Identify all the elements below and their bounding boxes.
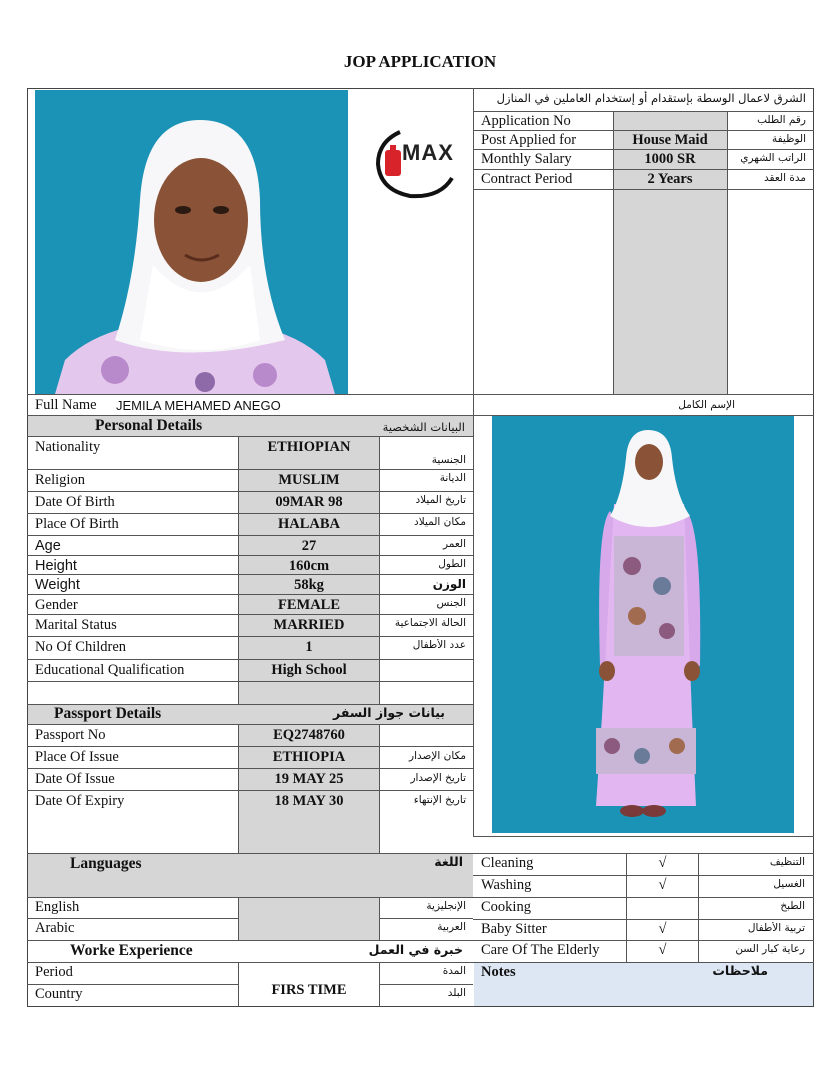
skill-check-mark: √ [658, 855, 667, 871]
language-english-label: English [35, 899, 80, 915]
application-no-ar: رقم الطلب [757, 114, 806, 126]
passport-row-label: Date Of Issue [35, 771, 115, 787]
experience-value: FIRS TIME [271, 982, 347, 998]
notes-ar: ملاحظات [712, 963, 768, 978]
personal-row-ar: تاريخ الميلاد [415, 494, 466, 506]
document-title: JOP APPLICATION [343, 52, 497, 71]
contract-ar: مدة العقد [764, 172, 806, 184]
personal-row-value: High School [271, 662, 347, 678]
personal-row-ar: الديانة [439, 472, 466, 484]
notes-label: Notes [481, 964, 516, 980]
personal-row-label: Weight [35, 577, 80, 593]
passport-row-value: 18 MAY 30 [274, 793, 344, 809]
full-name-value: JEMILA MEHAMED ANEGO [116, 398, 281, 413]
post-value: House Maid [632, 132, 708, 148]
personal-row-ar: مكان الميلاد [414, 516, 466, 528]
salary-label: Monthly Salary [481, 151, 572, 167]
skill-ar: تربية الأطفال [747, 922, 805, 934]
experience-period-label: Period [35, 964, 73, 980]
passport-row-label: Passport No [35, 727, 106, 743]
personal-row-label: Marital Status [35, 617, 117, 633]
personal-row-label: Age [35, 538, 61, 554]
salary-value: 1000 SR [644, 151, 696, 167]
salary-ar: الراتب الشهري [740, 152, 806, 164]
personal-row-label: Gender [35, 597, 78, 613]
personal-row-value: MARRIED [273, 617, 345, 633]
skill-label: Cooking [481, 899, 531, 915]
passport-row-value: 19 MAY 25 [274, 771, 344, 787]
experience-header-ar: خبرة في العمل [368, 942, 463, 957]
post-ar: الوظيفة [771, 133, 806, 145]
personal-header: Personal Details [95, 417, 203, 434]
languages-header-ar: اللغة [434, 854, 463, 869]
skill-label: Washing [481, 877, 532, 893]
personal-row-label: Educational Qualification [35, 662, 185, 678]
personal-row-ar: العمر [442, 538, 466, 550]
language-english-ar: الإنجليزية [426, 900, 466, 912]
personal-row-value: FEMALE [277, 597, 341, 613]
personal-row-ar: الحالة الاجتماعية [394, 617, 466, 629]
post-label: Post Applied for [481, 132, 577, 148]
personal-row-label: Nationality [35, 439, 101, 455]
passport-header-ar: بيانات جواز السفر [333, 705, 445, 720]
contract-value: 2 Years [647, 171, 693, 187]
contract-label: Contract Period [481, 171, 573, 187]
passport-row-label: Date Of Expiry [35, 793, 125, 809]
passport-row-ar: مكان الإصدار [409, 750, 466, 762]
passport-row-label: Place Of Issue [35, 749, 119, 765]
passport-photo [35, 90, 348, 394]
passport-header: Passport Details [54, 705, 162, 722]
personal-row-label: No Of Children [35, 639, 127, 655]
full-name-ar: الإسم الكامل [678, 399, 735, 411]
personal-row-label: Place Of Birth [35, 516, 119, 532]
skill-label: Baby Sitter [481, 921, 547, 937]
passport-row-value: EQ2748760 [273, 727, 345, 743]
personal-row-ar: الجنس [436, 597, 466, 609]
passport-row-value: ETHIOPIA [272, 749, 346, 765]
experience-country-ar: البلد [447, 987, 466, 999]
language-arabic-ar: العربية [437, 921, 466, 933]
skill-ar: الطبخ [780, 900, 805, 912]
skill-ar: الغسيل [773, 878, 805, 890]
personal-row-value: 160cm [288, 558, 330, 574]
personal-row-value: 09MAR 98 [275, 494, 343, 510]
personal-row-value: 58kg [294, 577, 324, 593]
personal-row-ar: الوزن [432, 577, 466, 591]
skill-label: Cleaning [481, 855, 534, 871]
experience-header: Worke Experience [70, 942, 193, 959]
personal-row-label: Date Of Birth [35, 494, 115, 510]
passport-row-ar: تاريخ الإصدار [410, 772, 466, 784]
agency-name: الشرق لاعمال الوسطة بإستقدام أو إستخدام العاملين في المنازل [496, 91, 806, 105]
skill-check-mark: √ [658, 877, 667, 893]
logo-text: MAX [402, 140, 454, 165]
personal-row-ar: الطول [438, 558, 466, 570]
personal-row-label: Height [35, 558, 77, 574]
skill-check-mark: √ [658, 942, 667, 958]
personal-header-ar: البيانات الشخصية [382, 420, 465, 434]
skill-label: Care Of The Elderly [481, 942, 600, 958]
experience-period-ar: المدة [442, 965, 466, 977]
skill-ar: التنظيف [769, 856, 805, 868]
personal-row-ar: الجنسية [431, 454, 466, 466]
personal-row-value: HALABA [277, 516, 341, 532]
experience-country-label: Country [35, 986, 83, 1002]
personal-row-value: 1 [305, 639, 313, 655]
personal-row-ar: عدد الأطفال [412, 639, 466, 651]
personal-row-label: Religion [35, 472, 85, 488]
skill-ar: رعاية كبار السن [735, 943, 805, 955]
application-no-label: Application No [481, 113, 571, 129]
language-arabic-label: Arabic [35, 920, 75, 936]
agency-logo [370, 112, 462, 207]
passport-row-ar: تاريخ الإنتهاء [413, 794, 466, 806]
full-name-label: Full Name [35, 397, 97, 413]
full-body-photo [492, 416, 794, 833]
personal-row-value: MUSLIM [278, 472, 340, 488]
personal-row-value: 27 [301, 538, 317, 554]
skill-check-mark: √ [658, 921, 667, 937]
personal-row-value: ETHIOPIAN [267, 439, 351, 455]
languages-header: Languages [70, 855, 142, 872]
